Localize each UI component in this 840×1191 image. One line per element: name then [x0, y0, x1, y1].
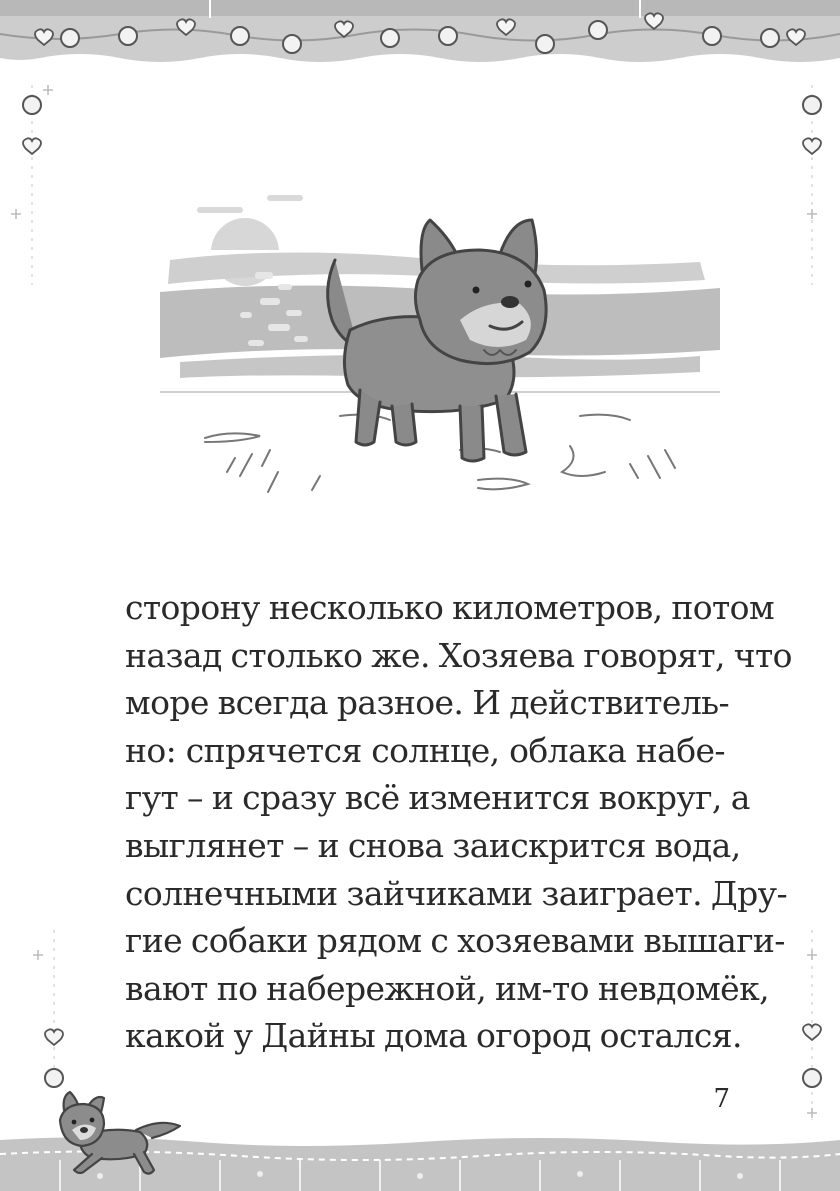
ornament-icon: [803, 1069, 821, 1087]
text-line: солнечными зайчиками заиграет. Дру-: [125, 873, 788, 913]
page-number: 7: [713, 1084, 730, 1114]
right-side-decoration: [790, 85, 840, 295]
text-line: назад столько же. Хозяева говорят, что: [125, 635, 792, 675]
text-line: гут – и сразу всё изменится вокруг, а: [125, 778, 750, 818]
sparkle-icon: [33, 950, 43, 960]
text-line: сторону несколько километров, потом: [125, 588, 775, 627]
ornament-icon: [803, 96, 821, 114]
lower-left-decoration: [10, 930, 70, 1100]
sparkle-icon: [807, 950, 817, 960]
heart-icon: [23, 138, 41, 154]
text-line: выглянет – и снова заискрится вода,: [125, 825, 741, 865]
ornament-icon: [23, 96, 41, 114]
sparkle-icon: [807, 209, 817, 219]
text-line: но: спрячется солнце, облака набе-: [125, 730, 725, 770]
sparkle-icon: [43, 85, 53, 95]
dog-seaside-illustration: [160, 180, 720, 520]
top-garland-border: [0, 0, 840, 80]
promenade-ground: [205, 415, 675, 492]
text-line: море всегда разное. И действитель-: [125, 683, 730, 723]
left-side-decoration: [10, 85, 60, 295]
sparkle-icon: [807, 1108, 817, 1118]
heart-icon: [803, 138, 821, 154]
text-line: вают по набережной, им-то невдомёк,: [125, 968, 770, 1008]
lower-right-decoration: [780, 930, 840, 1130]
heart-icon: [45, 1029, 63, 1045]
corner-dog-icon: [40, 1090, 190, 1180]
sparkle-icon: [11, 209, 21, 219]
text-line: гие собаки рядом с хозяевами вышаги-: [125, 921, 785, 961]
text-line: какой у Дайны дома огород остался.: [125, 1016, 742, 1056]
body-text: [125, 584, 792, 1060]
heart-icon: [803, 1024, 821, 1040]
ornament-icon: [45, 1069, 63, 1087]
